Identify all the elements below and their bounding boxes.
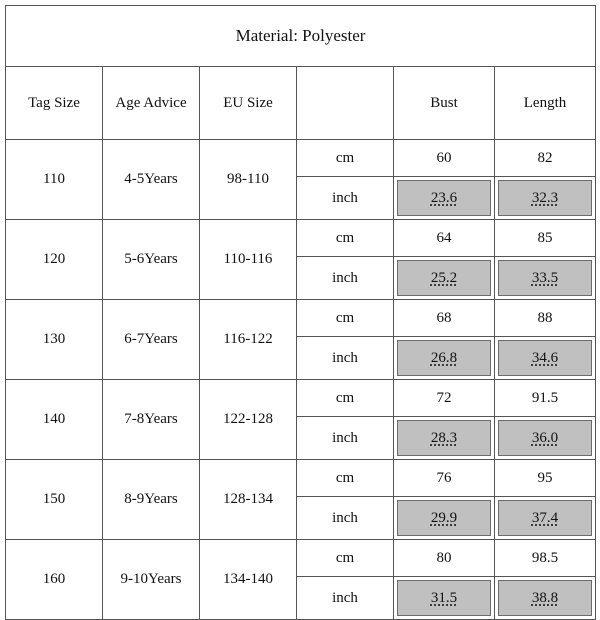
unit-inch-cell: inch bbox=[297, 497, 394, 540]
bust-inch-value: 23.6 bbox=[397, 180, 491, 216]
unit-cm-cell: cm bbox=[297, 300, 394, 337]
length-cm-cell: 82 bbox=[495, 140, 596, 177]
header-tag-size: Tag Size bbox=[6, 67, 103, 140]
age-advice-cell: 5-6Years bbox=[103, 220, 200, 300]
size-rows bbox=[6, 140, 596, 620]
bust-inch-value: 25.2 bbox=[397, 260, 491, 296]
length-inch-value: 38.8 bbox=[498, 580, 592, 616]
bust-cm-cell: 60 bbox=[394, 140, 495, 177]
table-row bbox=[6, 460, 596, 497]
length-cm-cell: 85 bbox=[495, 220, 596, 257]
bust-inch-cell bbox=[394, 257, 495, 300]
unit-inch-cell: inch bbox=[297, 337, 394, 380]
size-chart-sheet bbox=[5, 5, 595, 606]
length-inch-value: 34.6 bbox=[498, 340, 592, 376]
length-inch-value: 37.4 bbox=[498, 500, 592, 536]
size-chart-table bbox=[5, 5, 596, 620]
age-advice-cell: 7-8Years bbox=[103, 380, 200, 460]
bust-inch-cell bbox=[394, 417, 495, 460]
length-cm-cell: 98.5 bbox=[495, 540, 596, 577]
bust-cm-cell: 80 bbox=[394, 540, 495, 577]
unit-cm-cell: cm bbox=[297, 380, 394, 417]
eu-size-cell: 128-134 bbox=[200, 460, 297, 540]
eu-size-cell: 110-116 bbox=[200, 220, 297, 300]
length-cm-cell: 91.5 bbox=[495, 380, 596, 417]
eu-size-cell: 122-128 bbox=[200, 380, 297, 460]
age-advice-cell: 4-5Years bbox=[103, 140, 200, 220]
length-inch-cell bbox=[495, 337, 596, 380]
unit-cm-cell: cm bbox=[297, 460, 394, 497]
header-unit bbox=[297, 67, 394, 140]
age-advice-cell: 8-9Years bbox=[103, 460, 200, 540]
length-inch-cell bbox=[495, 257, 596, 300]
length-inch-cell bbox=[495, 497, 596, 540]
header-row bbox=[6, 67, 596, 140]
age-advice-cell: 6-7Years bbox=[103, 300, 200, 380]
tag-size-cell: 150 bbox=[6, 460, 103, 540]
eu-size-cell: 116-122 bbox=[200, 300, 297, 380]
bust-cm-cell: 72 bbox=[394, 380, 495, 417]
table-title: Material: Polyester bbox=[6, 6, 596, 67]
eu-size-cell: 134-140 bbox=[200, 540, 297, 620]
bust-inch-value: 31.5 bbox=[397, 580, 491, 616]
bust-cm-cell: 64 bbox=[394, 220, 495, 257]
unit-inch-cell: inch bbox=[297, 177, 394, 220]
length-cm-cell: 88 bbox=[495, 300, 596, 337]
bust-inch-value: 29.9 bbox=[397, 500, 491, 536]
unit-inch-cell: inch bbox=[297, 257, 394, 300]
header-bust: Bust bbox=[394, 67, 495, 140]
header-length: Length bbox=[495, 67, 596, 140]
table-row bbox=[6, 140, 596, 177]
title-row bbox=[6, 6, 596, 67]
table-row bbox=[6, 380, 596, 417]
header-eu-size: EU Size bbox=[200, 67, 297, 140]
length-inch-cell bbox=[495, 177, 596, 220]
table-row bbox=[6, 300, 596, 337]
eu-size-cell: 98-110 bbox=[200, 140, 297, 220]
bust-inch-cell bbox=[394, 177, 495, 220]
unit-cm-cell: cm bbox=[297, 220, 394, 257]
table-row bbox=[6, 540, 596, 577]
unit-cm-cell: cm bbox=[297, 140, 394, 177]
bust-inch-cell bbox=[394, 577, 495, 620]
tag-size-cell: 130 bbox=[6, 300, 103, 380]
bust-inch-value: 28.3 bbox=[397, 420, 491, 456]
bust-inch-value: 26.8 bbox=[397, 340, 491, 376]
table-row bbox=[6, 220, 596, 257]
unit-cm-cell: cm bbox=[297, 540, 394, 577]
length-inch-value: 36.0 bbox=[498, 420, 592, 456]
bust-inch-cell bbox=[394, 497, 495, 540]
bust-cm-cell: 68 bbox=[394, 300, 495, 337]
length-inch-value: 33.5 bbox=[498, 260, 592, 296]
tag-size-cell: 120 bbox=[6, 220, 103, 300]
bust-inch-cell bbox=[394, 337, 495, 380]
bust-cm-cell: 76 bbox=[394, 460, 495, 497]
tag-size-cell: 160 bbox=[6, 540, 103, 620]
length-inch-cell bbox=[495, 417, 596, 460]
unit-inch-cell: inch bbox=[297, 577, 394, 620]
tag-size-cell: 140 bbox=[6, 380, 103, 460]
unit-inch-cell: inch bbox=[297, 417, 394, 460]
age-advice-cell: 9-10Years bbox=[103, 540, 200, 620]
length-inch-value: 32.3 bbox=[498, 180, 592, 216]
length-cm-cell: 95 bbox=[495, 460, 596, 497]
tag-size-cell: 110 bbox=[6, 140, 103, 220]
header-age-advice: Age Advice bbox=[103, 67, 200, 140]
length-inch-cell bbox=[495, 577, 596, 620]
